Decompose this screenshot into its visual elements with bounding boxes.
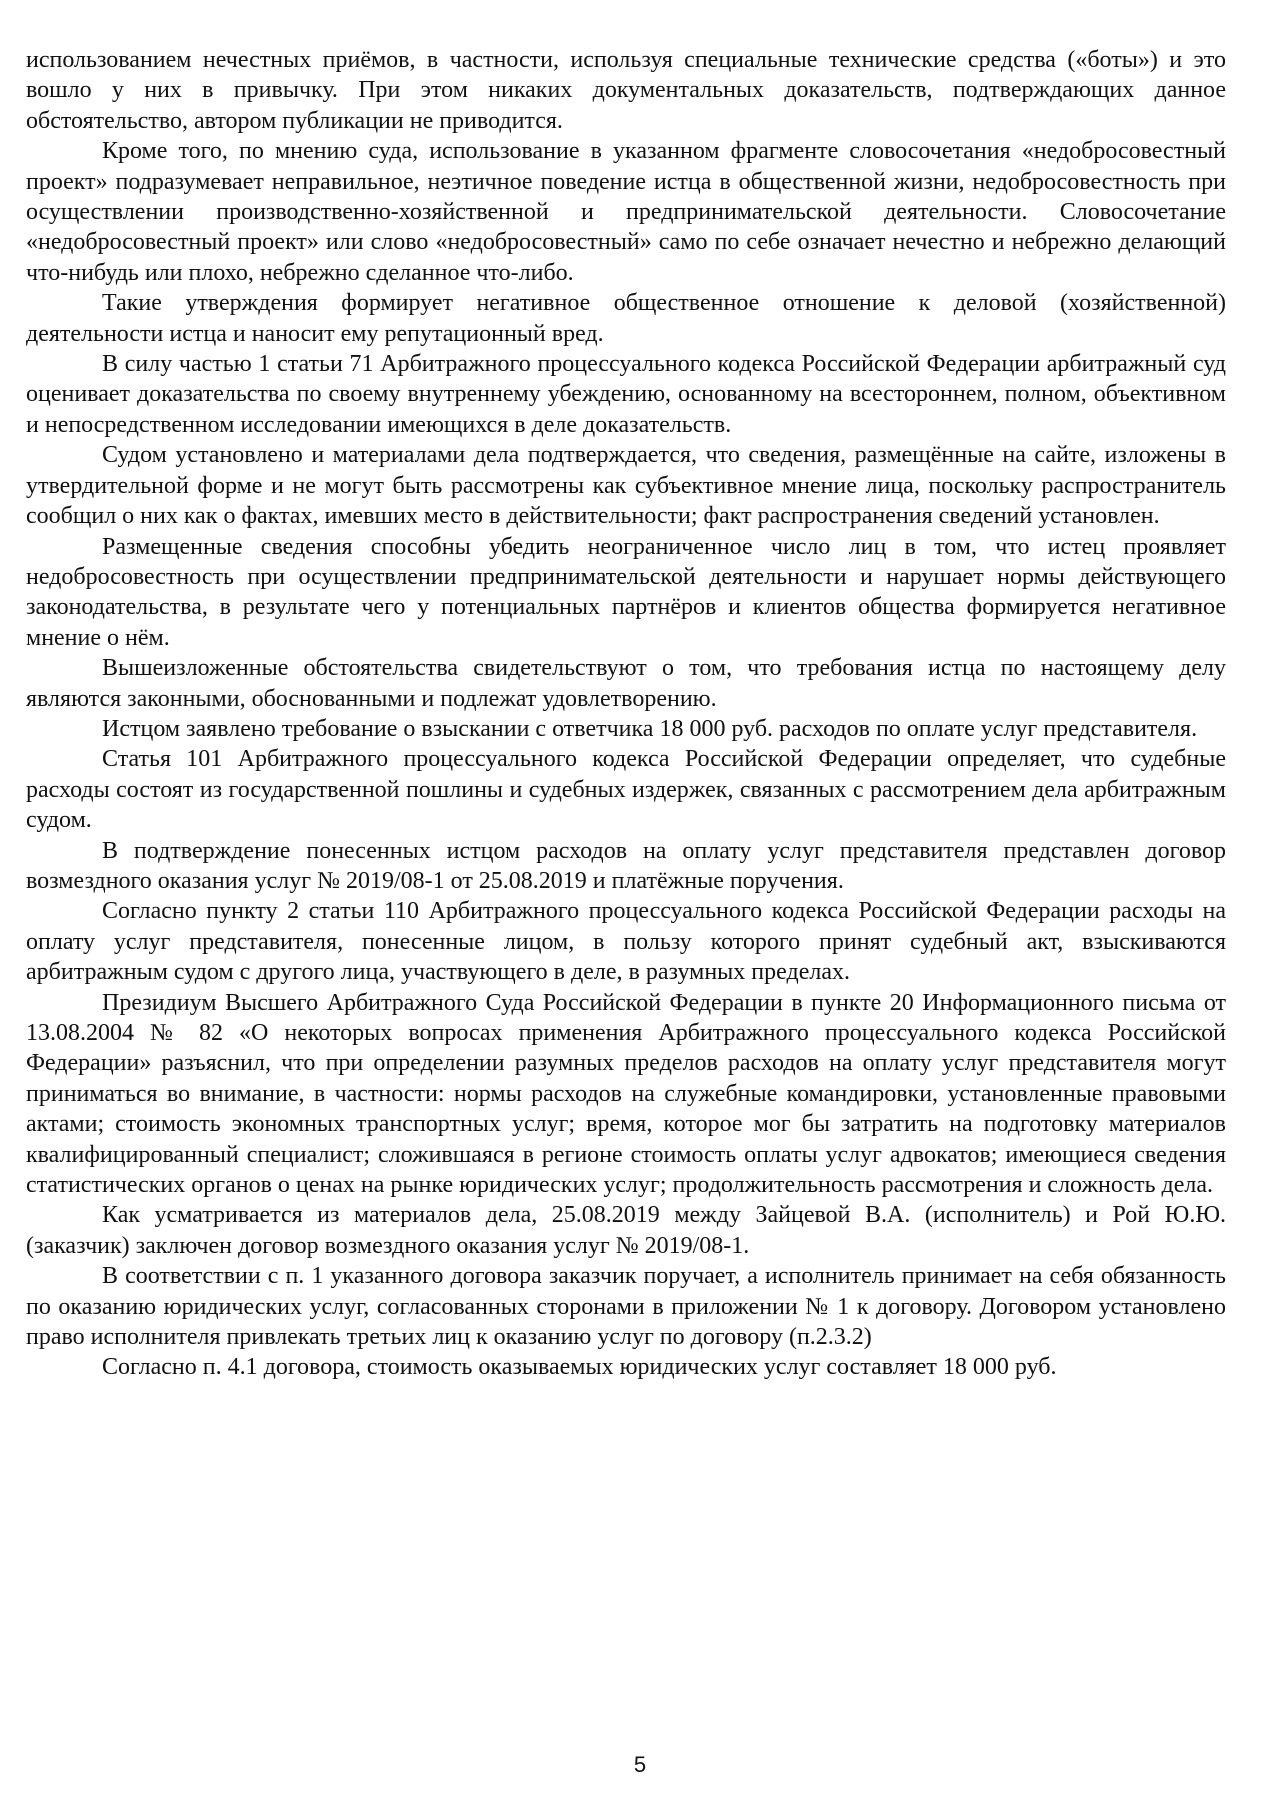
paragraph-6: Размещенные сведения способны убедить неограниченное число лиц в том, что истец проявляет недобросовестность при осуществлении предпринимательской деятельности и нарушает нормы действующего законодательства, в результате чего у потенциальных партнёров и клиентов общества формируется негативное мнение о нём. xyxy=(26,533,1226,651)
page-number: 5 xyxy=(633,1752,647,1777)
paragraph-1: использованием нечестных приёмов, в частности, используя специальные технические средства («боты») и это вошло у них в привычку. При этом никаких документальных доказательств, подтверждающих данное обстоятельство, автором публикации не приводится. xyxy=(26,47,1226,134)
document-body xyxy=(26,45,1226,1383)
paragraph-3: Такие утверждения формирует негативное общественное отношение к деловой (хозяйственной) деятельности истца и наносит ему репутационный вред. xyxy=(26,290,1226,347)
paragraph-13: Как усматривается из материалов дела, 25.08.2019 между Зайцевой В.А. (исполнитель) и Рой Ю.Ю. (заказчик) заключен договор возмездного оказания услуг № 2019/08-1. xyxy=(26,1202,1226,1259)
paragraph-4: В силу частью 1 статьи 71 Арбитражного процессуального кодекса Российской Федерации арбитражный суд оценивает доказательства по своему внутреннему убеждению, основанному на всестороннем, полном, объективном и непосредственном исследовании имеющихся в деле доказательств. xyxy=(26,351,1226,438)
paragraph-14: В соответствии с п. 1 указанного договора заказчик поручает, а исполнитель принимает на себя обязанность по оказанию юридических услуг, согласованных сторонами в приложении № 1 к договору. Договором установлено право исполнителя привлекать третьих лиц к оказанию услуг по договору (п.2.3.2) xyxy=(26,1263,1226,1351)
paragraph-2: Кроме того, по мнению суда, использование в указанном фрагменте словосочетания «недобросовестный проект» подразумевает неправильное, неэтичное поведение истца в общественной жизни, недобросовестность при осуществлении производственно-хозяйственной и предпринимательской деятельности. Словосочетание «недобросовестный проект» или слово «недобросовестный» само по себе означает нечестно и небрежно делающий что-нибудь или плохо, небрежно сделанное что-либо. xyxy=(26,138,1226,286)
paragraph-8: Истцом заявлено требование о взыскании с ответчика 18 000 руб. расходов по оплате услуг представителя. xyxy=(102,715,1198,742)
paragraph-9: Статья 101 Арбитражного процессуального кодекса Российской Федерации определяет, что судебные расходы состоят из государственной пошлины и судебных издержек, связанных с рассмотрением дела арбитражным судом. xyxy=(26,746,1226,834)
paragraph-10: В подтверждение понесенных истцом расходов на оплату услуг представителя представлен договор возмездного оказания услуг № 2019/08-1 от 25.08.2019 и платёжные поручения. xyxy=(26,837,1226,894)
paragraph-11: Согласно пункту 2 статьи 110 Арбитражного процессуального кодекса Российской Федерации расходы на оплату услуг представителя, понесенные лицом, в пользу которого принят судебный акт, взыскиваются арбитражным судом с другого лица, участвующего в деле, в разумных пределах. xyxy=(26,898,1226,986)
paragraph-12: Президиум Высшего Арбитражного Суда Российской Федерации в пункте 20 Информационного письма от 13.08.2004 № 82 «О некоторых вопросах применения Арбитражного процессуального кодекса Российской Федерации» разъяснил, что при определении разумных пределов расходов на оплату услуг представителя могут приниматься во внимание, в частности: нормы расходов на служебные командировки, установленные правовыми актами; стоимость экономных транспортных услуг; время, которое мог бы затратить на подготовку материалов квалифицированный специалист; сложившаяся в регионе стоимость оплаты услуг адвокатов; имеющиеся сведения статистических органов о ценах на рынке юридических услуг; продолжительность рассмотрения и сложность дела. xyxy=(26,989,1226,1199)
paragraph-15: Согласно п. 4.1 договора, стоимость оказываемых юридических услуг составляет 18 000 руб. xyxy=(102,1354,1057,1381)
paragraph-5: Судом установлено и материалами дела подтверждается, что сведения, размещённые на сайте, изложены в утвердительной форме и не могут быть рассмотрены как субъективное мнение лица, поскольку распространитель сообщил о них как о фактах, имевших место в действительности; факт распространения сведений установлен. xyxy=(26,442,1226,530)
paragraph-7: Вышеизложенные обстоятельства свидетельствуют о том, что требования истца по настоящему делу являются законными, обоснованными и подлежат удовлетворению. xyxy=(26,655,1226,712)
